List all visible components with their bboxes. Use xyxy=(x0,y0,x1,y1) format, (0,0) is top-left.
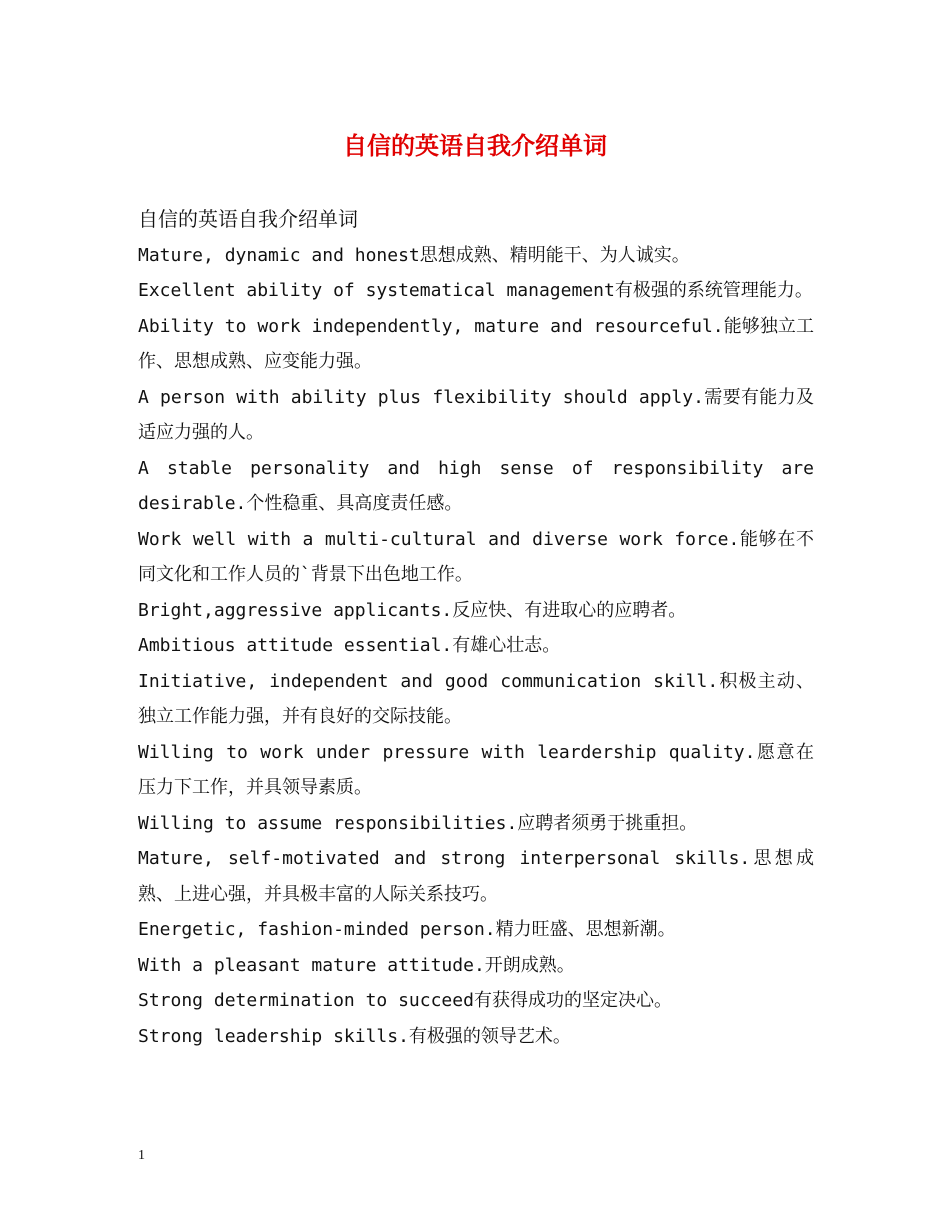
paragraph: Bright,aggressive applicants.反应快、有进取心的应聘者。 xyxy=(138,599,687,621)
paragraph: With a pleasant mature attitude.开朗成熟。 xyxy=(138,954,575,976)
paragraph: Ability to work independently, mature and resourceful.能够独立工作、思想成熟、应变能力强。 xyxy=(138,315,814,372)
paragraph: Mature, self-motivated and strong interpersonal skills.思想成熟、上进心强，并具极丰富的人际关系技巧。 xyxy=(138,848,814,905)
paragraph: Willing to assume responsibilities.应聘者须勇于挑重担。 xyxy=(138,812,698,834)
document-subtitle: 自信的英语自我介绍单词 xyxy=(138,207,358,231)
paragraph: Mature, dynamic and honest思想成熟、精明能干、为人诚实。 xyxy=(138,244,690,266)
document-title: 自信的英语自我介绍单词 xyxy=(343,131,607,160)
paragraph: Energetic, fashion-minded person.精力旺盛、思想新潮。 xyxy=(138,919,676,940)
paragraph: A person with ability plus flexibility should apply.需要有能力及适应力强的人。 xyxy=(138,386,814,443)
paragraph: Strong determination to succeed有获得成功的坚定决心。 xyxy=(138,990,672,1011)
paragraph: Work well with a multi-cultural and diverse work force.能够在不同文化和工作人员的`背景下出色地工作。 xyxy=(138,528,814,585)
paragraph: Initiative, independent and good communication skill.积极主动、独立工作能力强，并有良好的交际技能。 xyxy=(138,670,814,727)
document-body xyxy=(138,202,814,1054)
page-number: 1 xyxy=(138,1148,145,1163)
paragraph: Excellent ability of systematical management有极强的系统管理能力。 xyxy=(138,280,813,301)
paragraph: Ambitious attitude essential.有雄心壮志。 xyxy=(138,635,561,656)
paragraph: A stable personality and high sense of responsibility are desirable.个性稳重、具高度责任感。 xyxy=(138,457,814,514)
paragraph: Willing to work under pressure with leardership quality.愿意在压力下工作，并具领导素质。 xyxy=(138,741,814,798)
paragraph: Strong leadership skills.有极强的领导艺术。 xyxy=(138,1025,571,1047)
